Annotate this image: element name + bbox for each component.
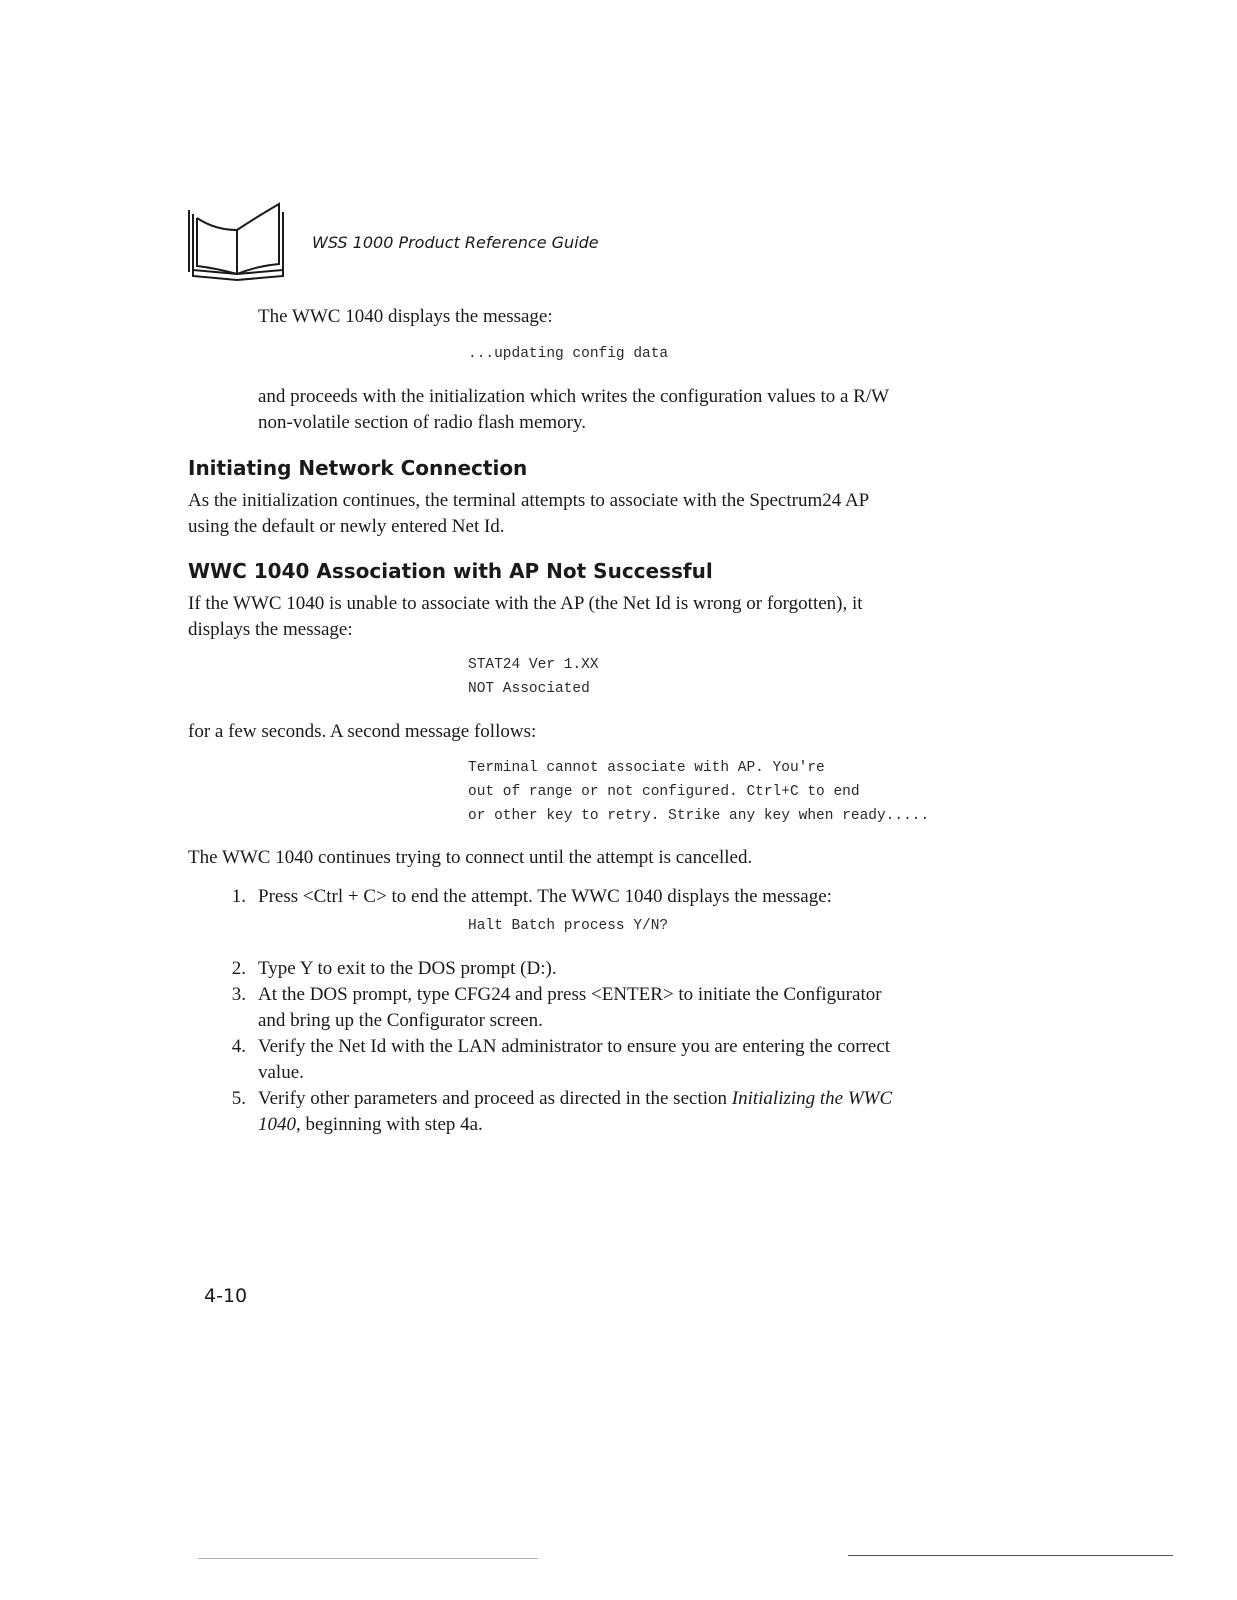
code-terminal-message: [468, 756, 929, 828]
code-terminal-line3: or other key to retry. Strike any key when ready.....: [468, 808, 930, 824]
header: [185, 200, 685, 280]
step-text: Type Y to exit to the DOS prompt (D:).: [258, 958, 557, 979]
step-text-line2: and bring up the Configurator screen.: [258, 1010, 543, 1031]
step-text: Press <Ctrl + C> to end the attempt. The WWC 1040 displays the message:: [258, 886, 832, 907]
step-number: 5.: [231, 1088, 246, 1109]
step-number: 4.: [231, 1036, 246, 1057]
heading-initiating-network-connection: Initiating Network Connection: [188, 456, 528, 480]
step-number: 1.: [231, 886, 246, 907]
section2-paragraph-3: The WWC 1040 continues trying to connect until the attempt is cancelled.: [188, 847, 753, 868]
section2-paragraph-1: [188, 591, 863, 643]
section2-paragraph-1-line1: If the WWC 1040 is unable to associate with the AP (the Net Id is wrong or forgotten), it: [188, 593, 863, 614]
code-updating-config: ...updating config data: [468, 346, 669, 362]
step-item: [231, 884, 978, 956]
code-stat24-line2: NOT Associated: [468, 681, 590, 697]
section1-paragraph-line1: As the initialization continues, the terminal attempts to associate with the Spectrum24 AP: [188, 490, 870, 511]
section2-paragraph-2: for a few seconds. A second message follows:: [188, 721, 537, 742]
step-item: [231, 956, 978, 982]
intro-paragraph-2-line1: and proceeds with the initialization which writes the configuration values to a R/W: [258, 386, 890, 407]
steps-list: [231, 884, 978, 1138]
book-icon: [185, 200, 289, 282]
step-number: 3.: [231, 984, 246, 1005]
step-text-line1: [258, 1086, 978, 1112]
step-text-line1: Verify the Net Id with the LAN administrator to ensure you are entering the correct: [258, 1036, 891, 1057]
intro-paragraph-1: The WWC 1040 displays the message:: [258, 306, 553, 327]
section2-paragraph-1-line2: displays the message:: [188, 619, 353, 640]
step-text-line1: At the DOS prompt, type CFG24 and press <ENTER> to initiate the Configurator: [258, 984, 882, 1005]
code-stat24-line1: STAT24 Ver 1.XX: [468, 657, 599, 673]
step-text-line2: value.: [258, 1062, 304, 1083]
step-item: [231, 1086, 978, 1138]
scan-artifact-line: [848, 1555, 1173, 1556]
step-number: 2.: [231, 958, 246, 979]
section1-paragraph-line2: using the default or newly entered Net Id.: [188, 516, 505, 537]
intro-paragraph-2: [258, 384, 889, 436]
code-halt-batch: Halt Batch process Y/N?: [468, 918, 669, 934]
step-text-plain: Verify other parameters and proceed as directed in the section: [258, 1088, 732, 1109]
code-stat24-message: [468, 653, 599, 701]
running-header-title: WSS 1000 Product Reference Guide: [312, 233, 599, 252]
step-item: [231, 982, 978, 1034]
intro-paragraph-2-line2: non-volatile section of radio flash memory.: [258, 412, 587, 433]
code-terminal-line2: out of range or not configured. Ctrl+C to end: [468, 784, 860, 800]
scan-artifact-line: [198, 1558, 538, 1559]
step-text-line2: [258, 1112, 978, 1138]
page-number: 4-10: [204, 1285, 248, 1307]
step-text-reference: Initializing the WWC: [731, 1088, 893, 1109]
step-text-plain: , beginning with step 4a.: [296, 1114, 483, 1135]
heading-association-not-successful: WWC 1040 Association with AP Not Successful: [188, 559, 713, 583]
section1-paragraph: [188, 488, 869, 540]
step-item: [231, 1034, 978, 1086]
step-text-reference: 1040: [258, 1114, 296, 1135]
code-terminal-line1: Terminal cannot associate with AP. You're: [468, 760, 825, 776]
